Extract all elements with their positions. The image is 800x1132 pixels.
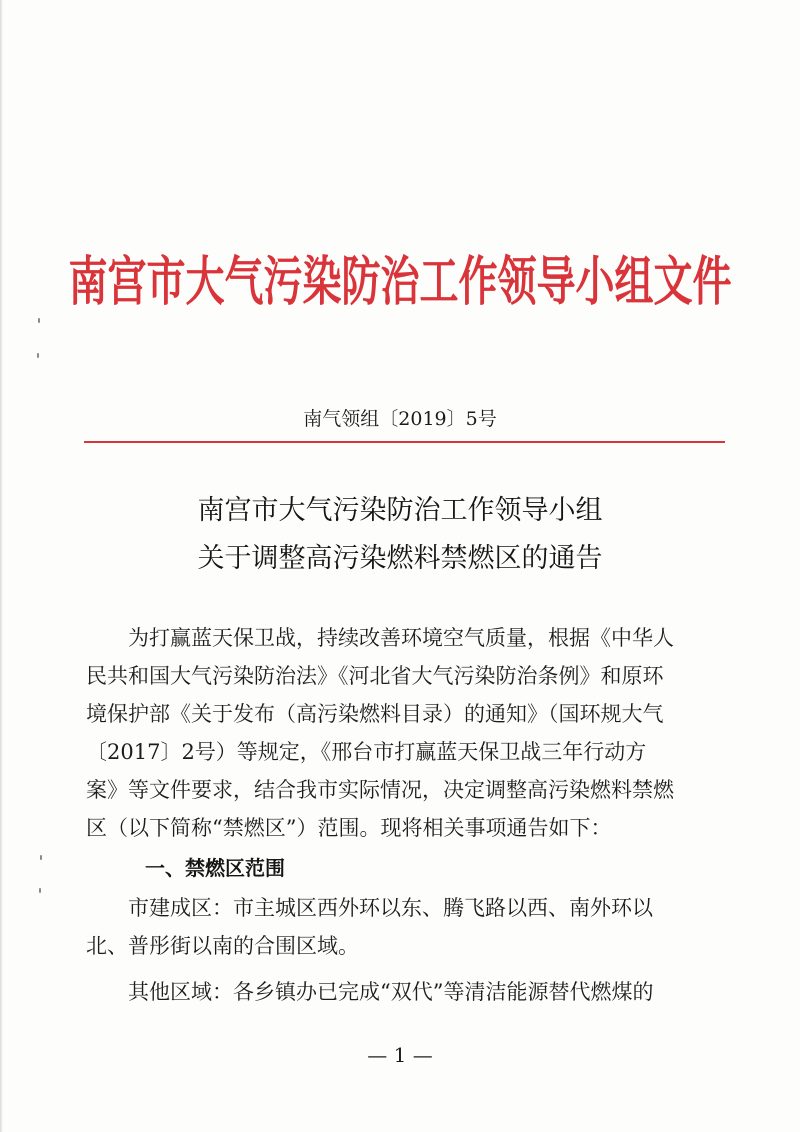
document-title-line-1: 南宫市大气污染防治工作领导小组 xyxy=(197,495,603,526)
body-paragraph-2-line: 北、普彤街以南的合围区域。 xyxy=(86,934,359,958)
scan-speck xyxy=(39,888,41,893)
body-paragraph-3-line: 其他区域：各乡镇办已完成“双代”等清洁能源替代燃煤的 xyxy=(86,980,654,1004)
body-paragraph-1-line: 为打赢蓝天保卫战，持续改善环境空气质量，根据《中华人 xyxy=(86,626,674,650)
red-separator-line xyxy=(84,441,725,443)
body-paragraph-1-line: 案》等文件要求，结合我市实际情况，决定调整高污染燃料禁燃 xyxy=(86,778,674,802)
body-paragraph-2-line: 市建成区：市主城区西外环以东、腾飞路以西、南外环以 xyxy=(86,896,653,920)
document-number: 南气领组〔2019〕5号 xyxy=(303,408,497,430)
section-heading-prohibited-zone: 一、禁燃区范围 xyxy=(145,856,285,880)
body-paragraph-1-line: 民共和国大气污染防治法》《河北省大气污染防治条例》和原环 xyxy=(86,664,664,688)
scan-speck xyxy=(37,353,39,358)
body-paragraph-1-line: 区（以下简称“禁燃区”）范围。现将相关事项通告如下： xyxy=(86,816,612,840)
scan-speck xyxy=(40,855,42,860)
body-paragraph-1-line: 境保护部《关于发布（高污染燃料目录）的通知》（国环规大气 xyxy=(86,702,664,726)
document-title-line-2: 关于调整高污染燃料禁燃区的通告 xyxy=(197,543,603,574)
page-number: — 1 — xyxy=(367,1043,433,1067)
body-paragraph-1-line: 〔2017〕2号）等规定，《邢台市打赢蓝天保卫战三年行动方 xyxy=(86,740,647,764)
red-header-org-title: 南宫市大气污染防治工作领导小组文件 xyxy=(68,252,732,313)
scan-speck xyxy=(38,318,40,323)
